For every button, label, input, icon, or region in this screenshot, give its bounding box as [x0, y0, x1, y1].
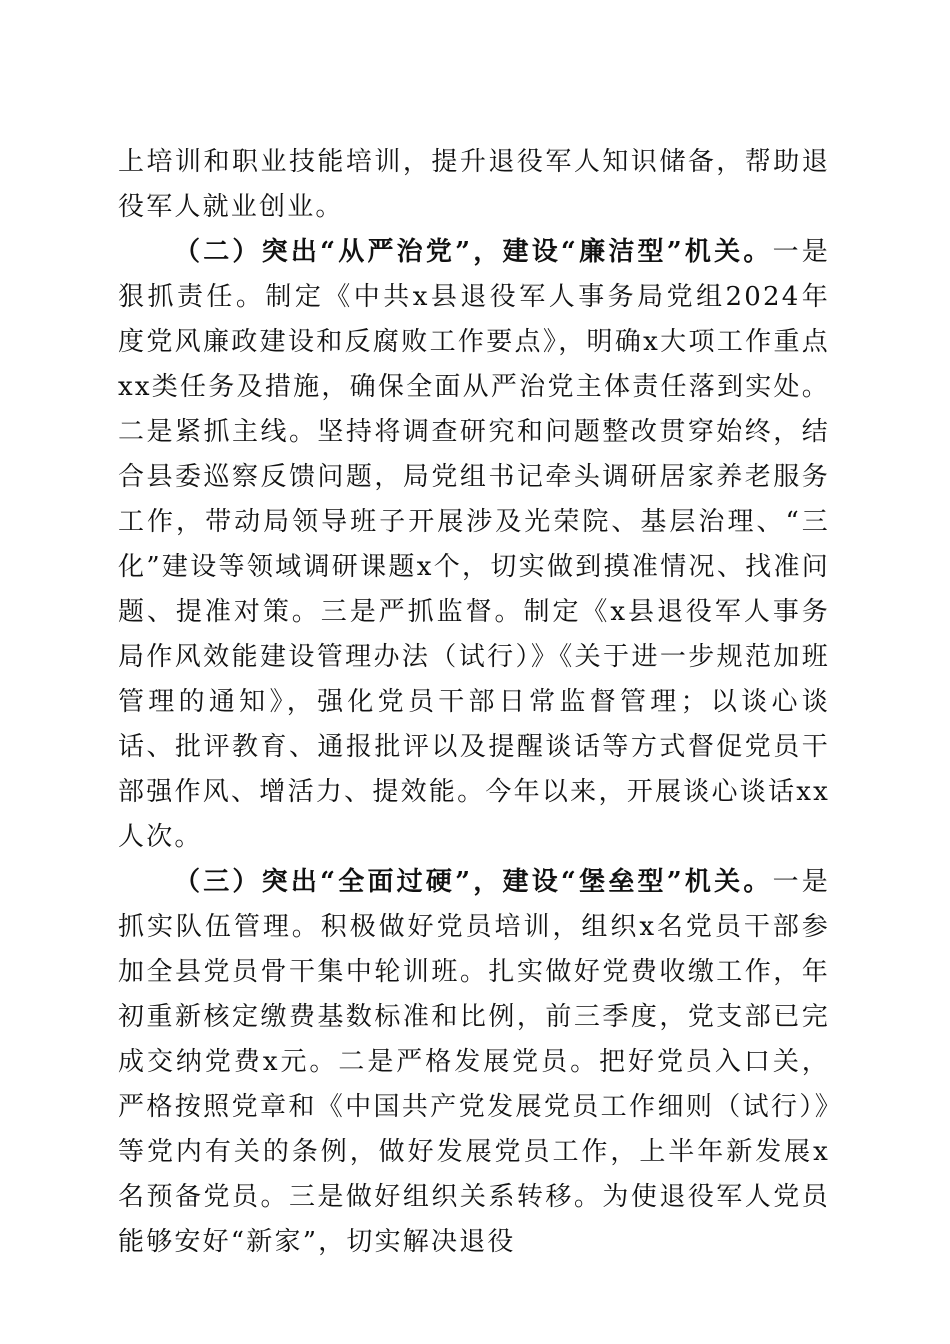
section-heading: （三）突出“全面过硬”，建设“堡垒型”机关。	[174, 867, 773, 897]
paragraph-section-three	[118, 860, 830, 1265]
paragraph-continuation	[118, 140, 830, 230]
paragraph-text: 一是抓实队伍管理。积极做好党员培训，组织x名党员干部参加全县党员骨干集中轮训班。扎实做好党费收缴工作，年初重新核定缴费基数标准和比例，前三季度，党支部已完成交纳党费x元。二是严格发展党员。把好党员入口关，严格按照党章和《中国共产党发展党员工作细则（试行）》等党内有关的条例，做好发展党员工作，上半年新发展x名预备党员。三是做好组织关系转移。为使退役军人党员能够安好“新家”，切实解决退役	[118, 867, 830, 1257]
document-body	[118, 140, 830, 1265]
paragraph-text: 上培训和职业技能培训，提升退役军人知识储备，帮助退役军人就业创业。	[118, 147, 830, 222]
paragraph-text: 一是狠抓责任。制定《中共x县退役军人事务局党组2024年度党风廉政建设和反腐败工作要点》，明确x大项工作重点xx类任务及措施，确保全面从严治党主体责任落到实处。二是紧抓主线。坚持将调查研究和问题整改贯穿始终，结合县委巡察反馈问题，局党组书记牵头调研居家养老服务工作，带动局领导班子开展涉及光荣院、基层治理、“三化”建设等领域调研课题x个，切实做到摸准情况、找准问题、提准对策。三是严抓监督。制定《x县退役军人事务局作风效能建设管理办法（试行）》《关于进一步规范加班管理的通知》，强化党员干部日常监督管理；以谈心谈话、批评教育、通报批评以及提醒谈话等方式督促党员干部强作风、增活力、提效能。今年以来，开展谈心谈话xx人次。	[118, 237, 830, 852]
section-heading: （二）突出“从严治党”，建设“廉洁型”机关。	[174, 237, 773, 267]
paragraph-section-two	[118, 230, 830, 860]
